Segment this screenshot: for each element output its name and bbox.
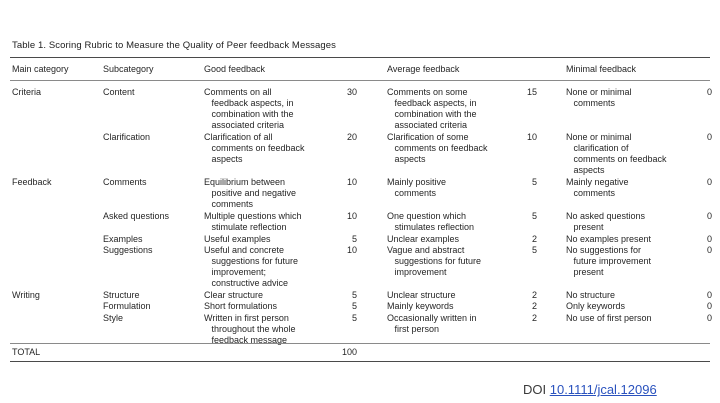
good-feedback-cell: Written in first person throughout the whole feedback message [204,313,296,345]
good-score-cell: 10 [346,177,357,187]
good-score-cell: 5 [351,301,357,311]
header-subcategory: Subcategory [103,64,154,74]
main-category-cell: Criteria [12,87,42,97]
minimal-score-cell: 0 [706,177,712,187]
average-score-cell: 15 [526,87,537,97]
minimal-feedback-cell: No use of first person [566,313,652,323]
good-score-cell: 5 [351,313,357,323]
average-feedback-cell: Unclear structure [387,290,456,300]
average-feedback-cell: Mainly positive comments [387,177,447,198]
end-rule [10,361,710,362]
subcategory-cell: Suggestions [103,245,153,255]
minimal-score-cell: 0 [706,301,712,311]
average-feedback-cell: One question which stimulates reflection [387,211,475,232]
good-feedback-cell: Useful examples [204,234,271,244]
bottom-rule [10,343,710,344]
good-score-cell: 10 [346,211,357,221]
main-category-cell: Writing [12,290,40,300]
minimal-feedback-cell: No suggestions for future improvement present [566,245,652,277]
average-score-cell: 5 [531,245,537,255]
minimal-score-cell: 0 [706,290,712,300]
subcategory-cell: Content [103,87,135,97]
average-score-cell: 5 [531,177,537,187]
minimal-score-cell: 0 [706,211,712,221]
doi-link[interactable]: 10.1111/jcal.12096 [549,382,657,397]
header-rule [10,80,710,81]
good-score-cell: 20 [346,132,357,142]
good-feedback-cell: Comments on all feedback aspects, in combination with the associated criteria [204,87,294,130]
doi-citation [523,382,657,397]
minimal-feedback-cell: No asked questions present [566,211,646,232]
average-score-cell: 2 [531,290,537,300]
total-label: TOTAL [12,347,41,357]
good-feedback-cell: Short formulations [204,301,278,311]
minimal-feedback-cell: Mainly negative comments [566,177,629,198]
minimal-feedback-cell: None or minimal clarification of comments on feedback aspects [566,132,667,175]
good-feedback-cell: Equilibrium between positive and negative comments [204,177,297,209]
header-main-category: Main category [12,64,69,74]
average-feedback-cell: Vague and abstract suggestions for future improvement [387,245,482,277]
header-good-feedback: Good feedback [204,64,266,74]
good-score-cell: 30 [346,87,357,97]
total-value: 100 [341,347,357,357]
average-feedback-cell: Clarification of some comments on feedback aspects [387,132,488,164]
average-score-cell: 2 [531,234,537,244]
minimal-feedback-cell: None or minimal comments [566,87,632,108]
average-feedback-cell: Mainly keywords [387,301,454,311]
average-score-cell: 2 [531,313,537,323]
main-category-cell: Feedback [12,177,52,187]
average-feedback-cell: Comments on some feedback aspects, in combination with the associated criteria [387,87,477,130]
header-minimal-feedback: Minimal feedback [566,64,637,74]
good-feedback-cell: Useful and concrete suggestions for future improvement; constructive advice [204,245,299,288]
minimal-feedback-cell: Only keywords [566,301,626,311]
minimal-score-cell: 0 [706,313,712,323]
minimal-score-cell: 0 [706,234,712,244]
average-feedback-cell: Occasionally written in first person [387,313,477,334]
subcategory-cell: Clarification [103,132,151,142]
minimal-feedback-cell: No examples present [566,234,652,244]
table-caption: Table 1. Scoring Rubric to Measure the Quality of Peer feedback Messages [12,40,337,51]
subcategory-cell: Examples [103,234,143,244]
subcategory-cell: Formulation [103,301,151,311]
good-score-cell: 5 [351,234,357,244]
subcategory-cell: Asked questions [103,211,170,221]
average-score-cell: 2 [531,301,537,311]
subcategory-cell: Structure [103,290,140,300]
minimal-score-cell: 0 [706,245,712,255]
good-score-cell: 5 [351,290,357,300]
good-score-cell: 10 [346,245,357,255]
average-score-cell: 5 [531,211,537,221]
subcategory-cell: Comments [103,177,147,187]
good-feedback-cell: Clarification of all comments on feedback aspects [204,132,305,164]
header-average-feedback: Average feedback [387,64,460,74]
good-feedback-cell: Multiple questions which stimulate reflection [204,211,302,232]
average-score-cell: 10 [526,132,537,142]
minimal-feedback-cell: No structure [566,290,616,300]
good-feedback-cell: Clear structure [204,290,264,300]
average-feedback-cell: Unclear examples [387,234,460,244]
minimal-score-cell: 0 [706,87,712,97]
minimal-score-cell: 0 [706,132,712,142]
doi-prefix: DOI [523,382,550,397]
subcategory-cell: Style [103,313,124,323]
top-rule [10,57,710,58]
